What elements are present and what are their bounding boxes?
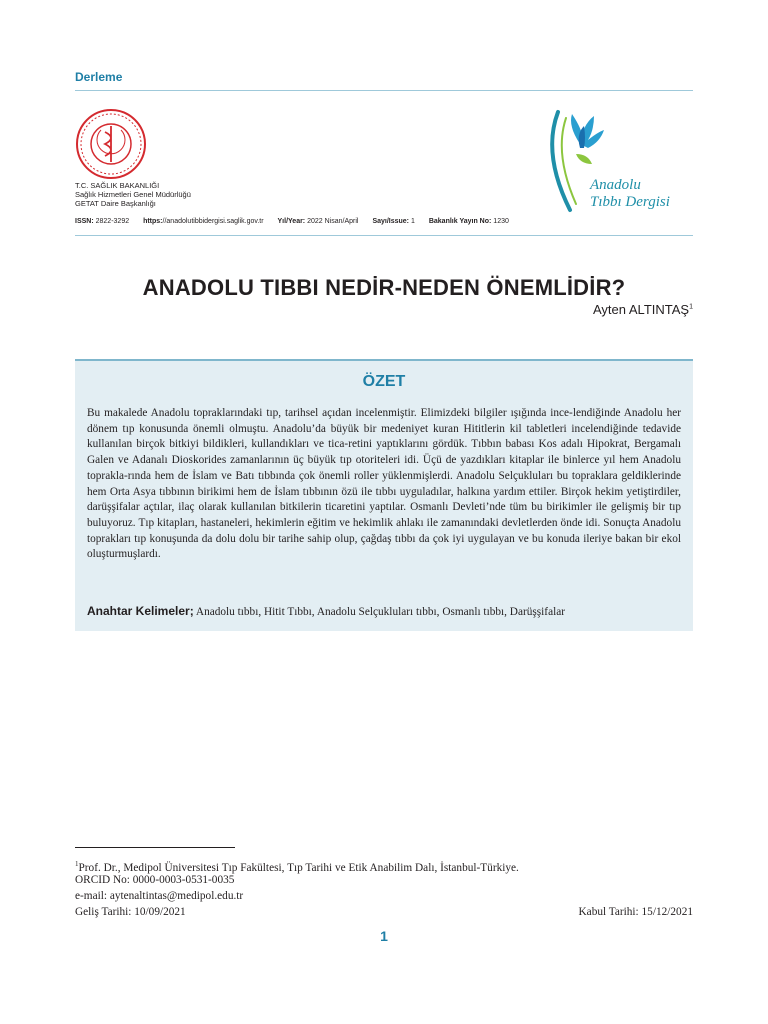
meta-divider xyxy=(75,235,693,236)
url-label: https: xyxy=(143,218,163,225)
abstract-heading: ÖZET xyxy=(362,373,406,390)
year-value: 2022 Nisan/April xyxy=(307,218,359,225)
accepted-date: Kabul Tarihi: 15/12/2021 xyxy=(578,906,693,918)
ministry-seal-icon xyxy=(75,108,147,180)
url-value[interactable]: //anadolutibbidergisi.saglik.gov.tr xyxy=(162,218,264,225)
pubno-value: 1230 xyxy=(493,218,509,225)
received-date: Geliş Tarihi: 10/09/2021 xyxy=(75,906,186,918)
author-footnote-mark: 1 xyxy=(689,303,693,311)
author-name: Ayten ALTINTAŞ xyxy=(592,302,690,317)
abstract-box xyxy=(75,359,693,631)
author xyxy=(593,302,693,317)
year-label: Yıl/Year: xyxy=(277,218,306,225)
section-label: Derleme xyxy=(75,70,123,84)
article-title: ANADOLU TIBBI NEDİR-NEDEN ÖNEMLİDİR? xyxy=(142,275,626,300)
keywords-label: Anahtar Kelimeler; xyxy=(87,604,194,618)
institution-block xyxy=(75,181,191,208)
page-number: 1 xyxy=(380,928,388,944)
footnote-divider xyxy=(75,847,235,848)
footnote-dates xyxy=(75,905,693,919)
footnote-mark: 1 xyxy=(75,860,79,868)
footnote-email: e-mail: aytenaltintas@medipol.edu.tr xyxy=(75,890,244,902)
issn-value: 2822-3292 xyxy=(95,218,130,225)
issn-label: ISSN: xyxy=(75,218,94,225)
issue-label: Sayı/Issue: xyxy=(372,218,410,225)
institution-line: GETAT Daire Başkanlığı xyxy=(75,199,156,208)
keywords xyxy=(87,604,681,618)
institution-line: T.C. SAĞLIK BAKANLIĞI xyxy=(75,181,160,190)
affiliation-text: Prof. Dr., Medipol Üniversitesi Tıp Fakültesi, Tıp Tarihi ve Etik Anabilim Dalı, İstanbul-Türkiye. xyxy=(78,861,519,874)
journal-name-line2: Tıbbı Dergisi xyxy=(590,194,670,210)
keywords-list: Anadolu tıbbı, Hitit Tıbbı, Anadolu Selçukluları tıbbı, Osmanlı tıbbı, Darüşşifalar xyxy=(195,606,566,618)
header-divider xyxy=(75,90,693,91)
abstract-text: Bu makalede Anadolu topraklarındaki tıp, tarihsel açıdan incelenmiştir. Elimizdeki bilgiler ışığında ince-lendiğinde Anadolu her dönem tıp konusunda önemli olmuştu. Anadolu’da büyük bir medeniyet kuran Hititlerin kil tabletleri incelendiğinde tedavide kullanılan birçok bitkiyi bildikleri, kullandıkları ve tica-retini yaptıklarını gördük. Tıbbın babası Kos adalı Hipokrat, Bergamalı Galen ve Adanalı Dioskorides zamanlarının üç büyük tıp otoriteleri idi. Üçü de yazdıkları kitaplar ile binlerce yıl hem Anadolu toprakla-rında hem de İslam ve Batı tıbbında çok önemli roller yüklenmişlerdi. Anadolu Selçukluları bu topraklara geldiklerinde hem Orta Asya tıbbının birikimi hem de İslam tıbbının özü ile tıbbı uyguladılar, halkına yardım ettiler. Birçok hekim yetiştirdiler, darüşşifalar açtılar, ilaç olarak kullanılan bitkilerin ticaretini yaptılar. Osmanlı Devleti’nde tüm bu birikimler ile gelişmiş bir tıp buluyoruz. Tıp kitapları, hastaneleri, hekimlerin eğitim ve hekimlik ahlakı ile zamanındaki devletlerden önde idi. Sonuçta Anadolu toprakları tıp konuşunda da dolu dolu bir tarihe sahip olup, çağdaş tıbbı da çok iyi uygulayan ve bu konuda ileriye bakan bir ekol oluşturmuşlardı. xyxy=(87,407,681,561)
institution-line: Sağlık Hizmetleri Genel Müdürlüğü xyxy=(75,190,191,199)
publication-meta xyxy=(75,218,521,225)
footnote-orcid: ORCID No: 0000-0003-0531-0035 xyxy=(75,874,235,886)
journal-name-line1: Anadolu xyxy=(590,177,641,193)
issue-value: 1 xyxy=(410,218,415,225)
pubno-label: Bakanlık Yayın No: xyxy=(428,218,492,225)
